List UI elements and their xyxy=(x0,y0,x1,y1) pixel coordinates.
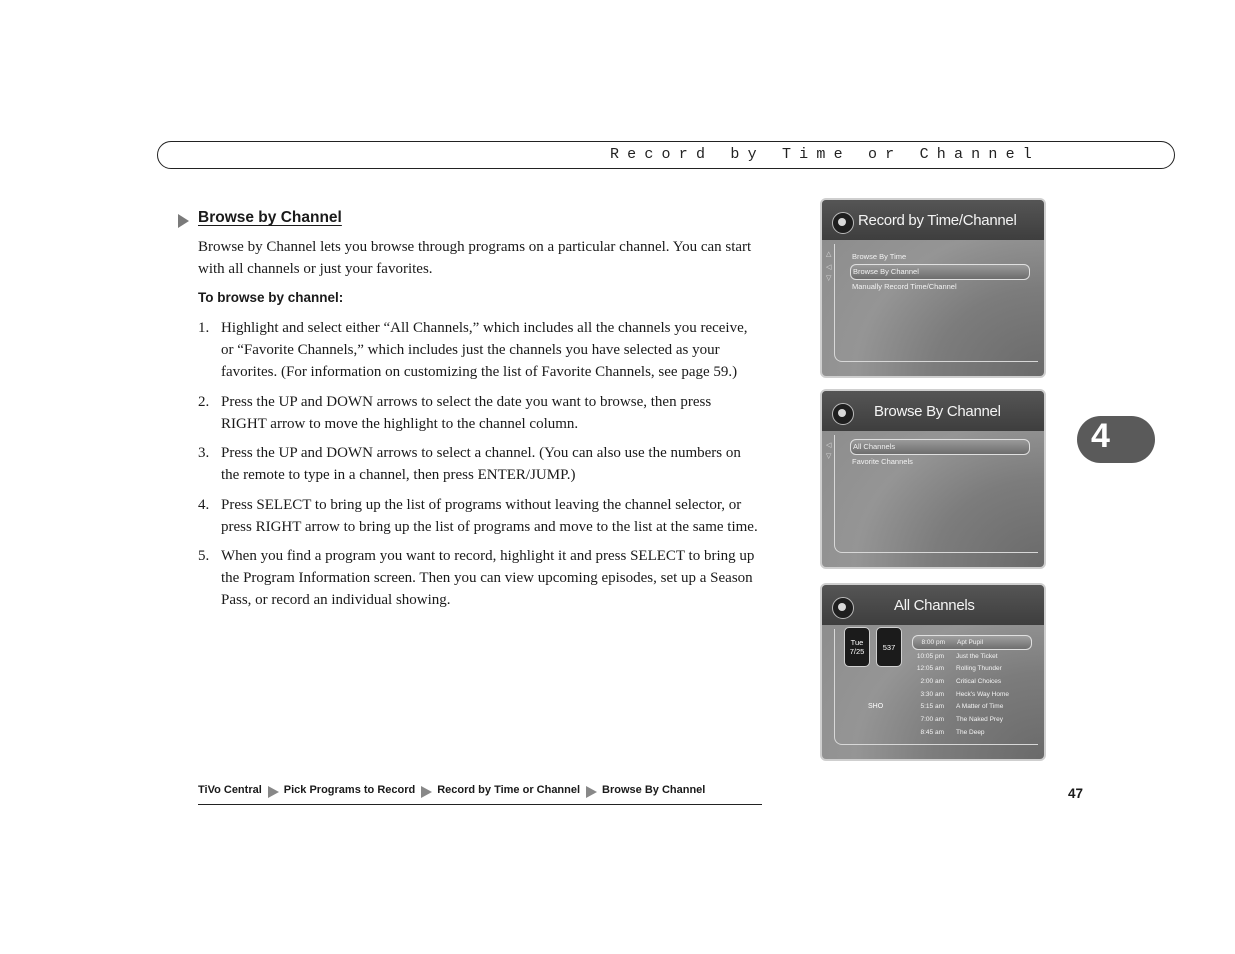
chapter-tab xyxy=(1077,416,1155,463)
listing-row[interactable] xyxy=(912,688,1032,701)
screen-title: Browse By Channel xyxy=(874,403,1001,420)
listing-time: 12:05 am xyxy=(916,665,944,673)
breadcrumb-separator-icon xyxy=(268,786,279,798)
step-item xyxy=(198,317,760,383)
screen-title: Record by Time/Channel xyxy=(858,212,1017,229)
listing-title: A Matter of Time xyxy=(956,703,1004,711)
screen-title: All Channels xyxy=(894,597,975,614)
listing-time: 2:00 am xyxy=(920,677,944,685)
listing-title: The Naked Prey xyxy=(956,715,1003,723)
breadcrumb-separator-icon xyxy=(586,786,597,798)
breadcrumb-item: TiVo Central xyxy=(198,784,262,796)
listing-row[interactable] xyxy=(912,650,1032,663)
step-number: 4. xyxy=(198,496,210,513)
tivo-logo-icon xyxy=(832,403,854,425)
menu-item-selected[interactable]: Browse By Channel xyxy=(850,264,1030,280)
listing-row[interactable] xyxy=(912,726,1032,739)
tivo-logo-icon xyxy=(832,212,854,234)
step-text: Press the UP and DOWN arrows to select a channel. (You can also use the numbers on the remote to type in a channel, then press ENTER/JUMP.) xyxy=(221,445,741,483)
step-item xyxy=(198,494,760,538)
date-day: Tue xyxy=(850,638,864,647)
menu-item[interactable]: Browse By Time xyxy=(852,252,907,261)
listing-row[interactable] xyxy=(912,700,1032,713)
screen-menu xyxy=(850,250,1030,294)
listing-row[interactable] xyxy=(912,662,1032,675)
step-number: 3. xyxy=(198,445,210,461)
listing-title: Heck's Way Home xyxy=(956,690,1010,698)
step-text: Press the UP and DOWN arrows to select the date you want to browse, then press RIGHT arrow to move the highlight to the channel column. xyxy=(221,393,712,432)
down-arrow-icon: ▽ xyxy=(826,452,832,460)
running-header: Record by Time or Channel xyxy=(609,146,1040,163)
menu-item-selected[interactable]: All Channels xyxy=(850,439,1030,455)
breadcrumb-item: Pick Programs to Record xyxy=(283,784,416,796)
left-arrow-icon: ◁ xyxy=(826,441,832,449)
menu-item[interactable]: Favorite Channels xyxy=(852,457,913,466)
listing-time: 5:15 am xyxy=(920,703,944,711)
date-selector[interactable] xyxy=(844,627,870,667)
procedure-heading: To browse by channel: xyxy=(198,290,344,305)
listing-time: 10:05 pm xyxy=(916,652,944,660)
step-text: Highlight and select either “All Channels,” which includes all the channels you receive, or “Favorite Channels,” which includes just the channels you have selected as your favorites. (For information on customizing the list of Favorite Channels, see page 59.) xyxy=(221,320,748,380)
chapter-number: 4 xyxy=(1091,417,1110,455)
step-number: 1. xyxy=(198,320,210,336)
screen-menu xyxy=(850,439,1030,469)
step-item xyxy=(198,391,760,435)
listing-title: Critical Choices xyxy=(956,677,1002,685)
page-number: 47 xyxy=(1068,786,1084,801)
listing-time: 3:30 am xyxy=(920,690,944,698)
step-text: When you find a program you want to record, highlight it and press SELECT to bring up the Program Information screen. Then you can view upcoming episodes, set up a Season Pass, or record an individual showing. xyxy=(221,548,755,608)
step-text: Press SELECT to bring up the list of programs without leaving the channel selector, or press RIGHT arrow to bring up the list of programs and move to the list at the same time. xyxy=(221,496,758,535)
listing-row[interactable] xyxy=(912,713,1032,726)
listing-title: Rolling Thunder xyxy=(956,665,1002,673)
menu-item[interactable]: Manually Record Time/Channel xyxy=(852,282,957,291)
listing-time: 7:00 am xyxy=(920,715,944,723)
procedure-steps xyxy=(198,317,760,619)
step-item xyxy=(198,545,760,611)
header-bar xyxy=(157,141,1175,169)
breadcrumb xyxy=(198,784,762,805)
down-arrow-icon: ▽ xyxy=(826,274,832,282)
step-number: 2. xyxy=(198,393,210,410)
up-arrow-icon: △ xyxy=(826,250,832,258)
step-number: 5. xyxy=(198,548,210,564)
screenshot-record-by-time-channel xyxy=(820,198,1046,378)
network-label: SHO xyxy=(868,703,884,710)
tivo-logo-icon xyxy=(832,597,854,619)
section-title: Browse by Channel xyxy=(198,209,342,226)
screenshot-browse-by-channel xyxy=(820,389,1046,569)
step-item xyxy=(198,442,760,486)
date-number: 7/25 xyxy=(849,647,865,656)
listing-title: The Deep xyxy=(956,728,985,736)
listing-row[interactable] xyxy=(912,675,1032,688)
listing-title: Just the Ticket xyxy=(956,652,998,660)
listing-row-selected[interactable] xyxy=(912,635,1032,650)
left-arrow-icon: ◁ xyxy=(826,263,832,271)
breadcrumb-item: Record by Time or Channel xyxy=(437,784,581,796)
listing-time: 8:00 pm xyxy=(921,638,945,646)
breadcrumb-item: Browse By Channel xyxy=(602,784,706,796)
listing-title: Apt Pupil xyxy=(957,638,984,646)
listing-time: 8:45 am xyxy=(920,728,944,736)
program-listing xyxy=(912,635,1032,739)
breadcrumb-separator-icon xyxy=(421,786,432,798)
channel-selector[interactable]: 537 xyxy=(876,627,902,667)
section-arrow-icon xyxy=(178,214,189,228)
intro-paragraph: Browse by Channel lets you browse through programs on a particular channel. You can start with all channels or just your favorites. xyxy=(198,239,752,277)
screenshot-all-channels xyxy=(820,583,1046,761)
